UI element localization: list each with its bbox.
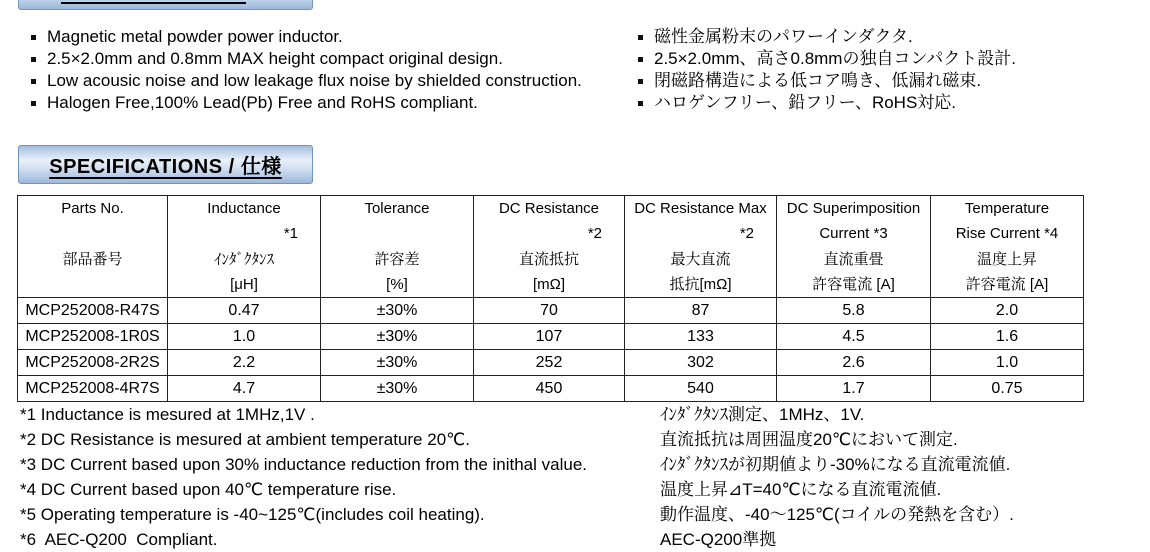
table-cell: 2.2 (168, 350, 321, 376)
header-line: Parts No. (61, 200, 124, 217)
col-header-temperature-rise-current (931, 196, 1084, 298)
features-list-english (30, 26, 630, 114)
bullet-icon (31, 57, 36, 62)
feature-text: 2.5×2.0mm and 0.8mm MAX height compact original design. (47, 49, 503, 68)
table-cell: 5.8 (777, 298, 931, 324)
footnote: *4 DC Current based upon 40℃ temperature rise. (20, 480, 397, 499)
header-line (18, 221, 167, 246)
feature-item (637, 26, 1142, 48)
table-cell: 70 (474, 298, 625, 324)
feature-text: ハロゲンフリー、鉛フリー、RoHS対応. (654, 93, 957, 112)
table-cell: ±30% (321, 376, 474, 402)
feature-text: 閉磁路構造による低コア鳴き、低漏れ磁束. (654, 71, 982, 90)
table-cell: 107 (474, 324, 625, 350)
header-line: [μH] (230, 275, 258, 293)
header-line: 抵抗[mΩ] (669, 275, 732, 293)
feature-item (637, 70, 1142, 92)
header-line: DC Resistance (498, 200, 600, 217)
footnote: 動作温度、-40～125℃(コイルの発熱を含む）. (660, 505, 1014, 524)
features-list-japanese (637, 26, 1142, 114)
header-line: 許容差 (374, 250, 420, 268)
header-line: *2 (739, 225, 754, 243)
footnote: *2 DC Resistance is mesured at ambient temperature 20℃. (20, 430, 470, 449)
table-cell-parts-no: MCP252008-2R2S (18, 350, 168, 376)
col-header-dc-resistance (474, 196, 625, 298)
header-line: 温度上昇 (976, 250, 1037, 268)
header-line: ｲﾝﾀﾞｸﾀﾝｽ (213, 250, 274, 268)
footnotes-japanese (660, 402, 1150, 552)
header-line: [mΩ] (532, 275, 566, 293)
footnote: *3 DC Current based upon 30% inductance reduction from the inithal value. (20, 455, 588, 474)
feature-text: Halogen Free,100% Lead(Pb) Free and RoHS compliant. (47, 93, 478, 112)
footnotes-english (20, 402, 650, 552)
header-line: Inductance (207, 200, 281, 217)
table-cell-parts-no: MCP252008-R47S (18, 298, 168, 324)
feature-text: 磁性金属粉末のパワーインダクタ. (654, 27, 913, 46)
col-header-inductance (168, 196, 321, 298)
bullet-icon (31, 79, 36, 84)
footnote: ｲﾝﾀﾞｸﾀﾝｽ測定、1MHz、1V. (660, 405, 865, 424)
table-cell: ±30% (321, 350, 474, 376)
table-cell-parts-no: MCP252008-1R0S (18, 324, 168, 350)
table-cell: 540 (625, 376, 777, 402)
table-cell: ±30% (321, 298, 474, 324)
table-row (18, 376, 1084, 402)
header-line: 部品番号 (62, 250, 123, 268)
header-line: 直流抵抗 (518, 250, 579, 268)
bullet-icon (638, 101, 643, 106)
table-cell: 2.6 (777, 350, 931, 376)
bullet-icon (638, 57, 643, 62)
specifications-heading: SPECIFICATIONS / 仕様 (49, 156, 282, 178)
bullet-icon (31, 35, 36, 40)
specifications-table (17, 195, 1084, 402)
feature-item (30, 92, 630, 114)
header-line: *1 (283, 225, 298, 243)
bullet-icon (31, 101, 36, 106)
header-line: Temperature (964, 200, 1050, 217)
header-line: 許容電流 [A] (812, 275, 895, 293)
footnote: ｲﾝﾀﾞｸﾀﾝｽが初期値より-30%になる直流電流値. (660, 455, 1011, 474)
feature-item (30, 26, 630, 48)
table-cell: 1.0 (931, 350, 1084, 376)
header-line: 直流重畳 (823, 250, 884, 268)
table-cell: 2.0 (931, 298, 1084, 324)
bullet-icon (638, 79, 643, 84)
specifications-heading-bar (18, 145, 313, 184)
table-cell: 133 (625, 324, 777, 350)
header-line (18, 272, 167, 297)
table-cell: 1.6 (931, 324, 1084, 350)
header-line: Tolerance (364, 200, 430, 217)
col-header-parts-no (18, 196, 168, 298)
cutoff-heading-underline (61, 2, 246, 4)
bullet-icon (638, 35, 643, 40)
table-cell: 87 (625, 298, 777, 324)
table-cell: 302 (625, 350, 777, 376)
footnote: AEC-Q200準拠 (660, 530, 777, 549)
header-line: [%] (386, 275, 408, 293)
table-cell: 4.7 (168, 376, 321, 402)
footnote: 温度上昇⊿T=40℃になる直流電流値. (660, 480, 942, 499)
footnote: *1 Inductance is mesured at 1MHz,1V . (20, 405, 315, 424)
footnote: *5 Operating temperature is -40~125℃(includes coil heating). (20, 505, 485, 524)
header-line: Current *3 (819, 225, 888, 243)
table-cell: 1.7 (777, 376, 931, 402)
feature-text: 2.5×2.0mm、高さ0.8mmの独自コンパクト設計. (654, 49, 1017, 68)
header-line: DC Resistance Max (634, 200, 767, 217)
header-line: *2 (587, 225, 602, 243)
table-cell: 252 (474, 350, 625, 376)
feature-item (30, 70, 630, 92)
col-header-dc-superimposition-current (777, 196, 931, 298)
feature-item (637, 48, 1142, 70)
table-cell-parts-no: MCP252008-4R7S (18, 376, 168, 402)
feature-text: Low acousic noise and low leakage flux noise by shielded construction. (47, 71, 582, 90)
table-cell: ±30% (321, 324, 474, 350)
table-cell: 4.5 (777, 324, 931, 350)
footnote: *6 AEC-Q200 Compliant. (20, 530, 218, 549)
col-header-dc-resistance-max (625, 196, 777, 298)
table-header-row (18, 196, 1084, 298)
table-row (18, 298, 1084, 324)
feature-text: Magnetic metal powder power inductor. (47, 27, 343, 46)
table-cell: 450 (474, 376, 625, 402)
header-line: Rise Current *4 (955, 225, 1059, 243)
table-row (18, 324, 1084, 350)
cutoff-section-heading-bar (18, 0, 313, 10)
table-cell: 1.0 (168, 324, 321, 350)
feature-item (30, 48, 630, 70)
header-line: 最大直流 (670, 250, 731, 268)
col-header-tolerance (321, 196, 474, 298)
header-line: DC Superimposition (786, 200, 921, 217)
feature-item (637, 92, 1142, 114)
table-cell: 0.47 (168, 298, 321, 324)
footnote: 直流抵抗は周囲温度20℃において測定. (660, 430, 958, 449)
header-line: 許容電流 [A] (965, 275, 1049, 293)
table-cell: 0.75 (931, 376, 1084, 402)
header-line (321, 221, 473, 246)
table-row (18, 350, 1084, 376)
